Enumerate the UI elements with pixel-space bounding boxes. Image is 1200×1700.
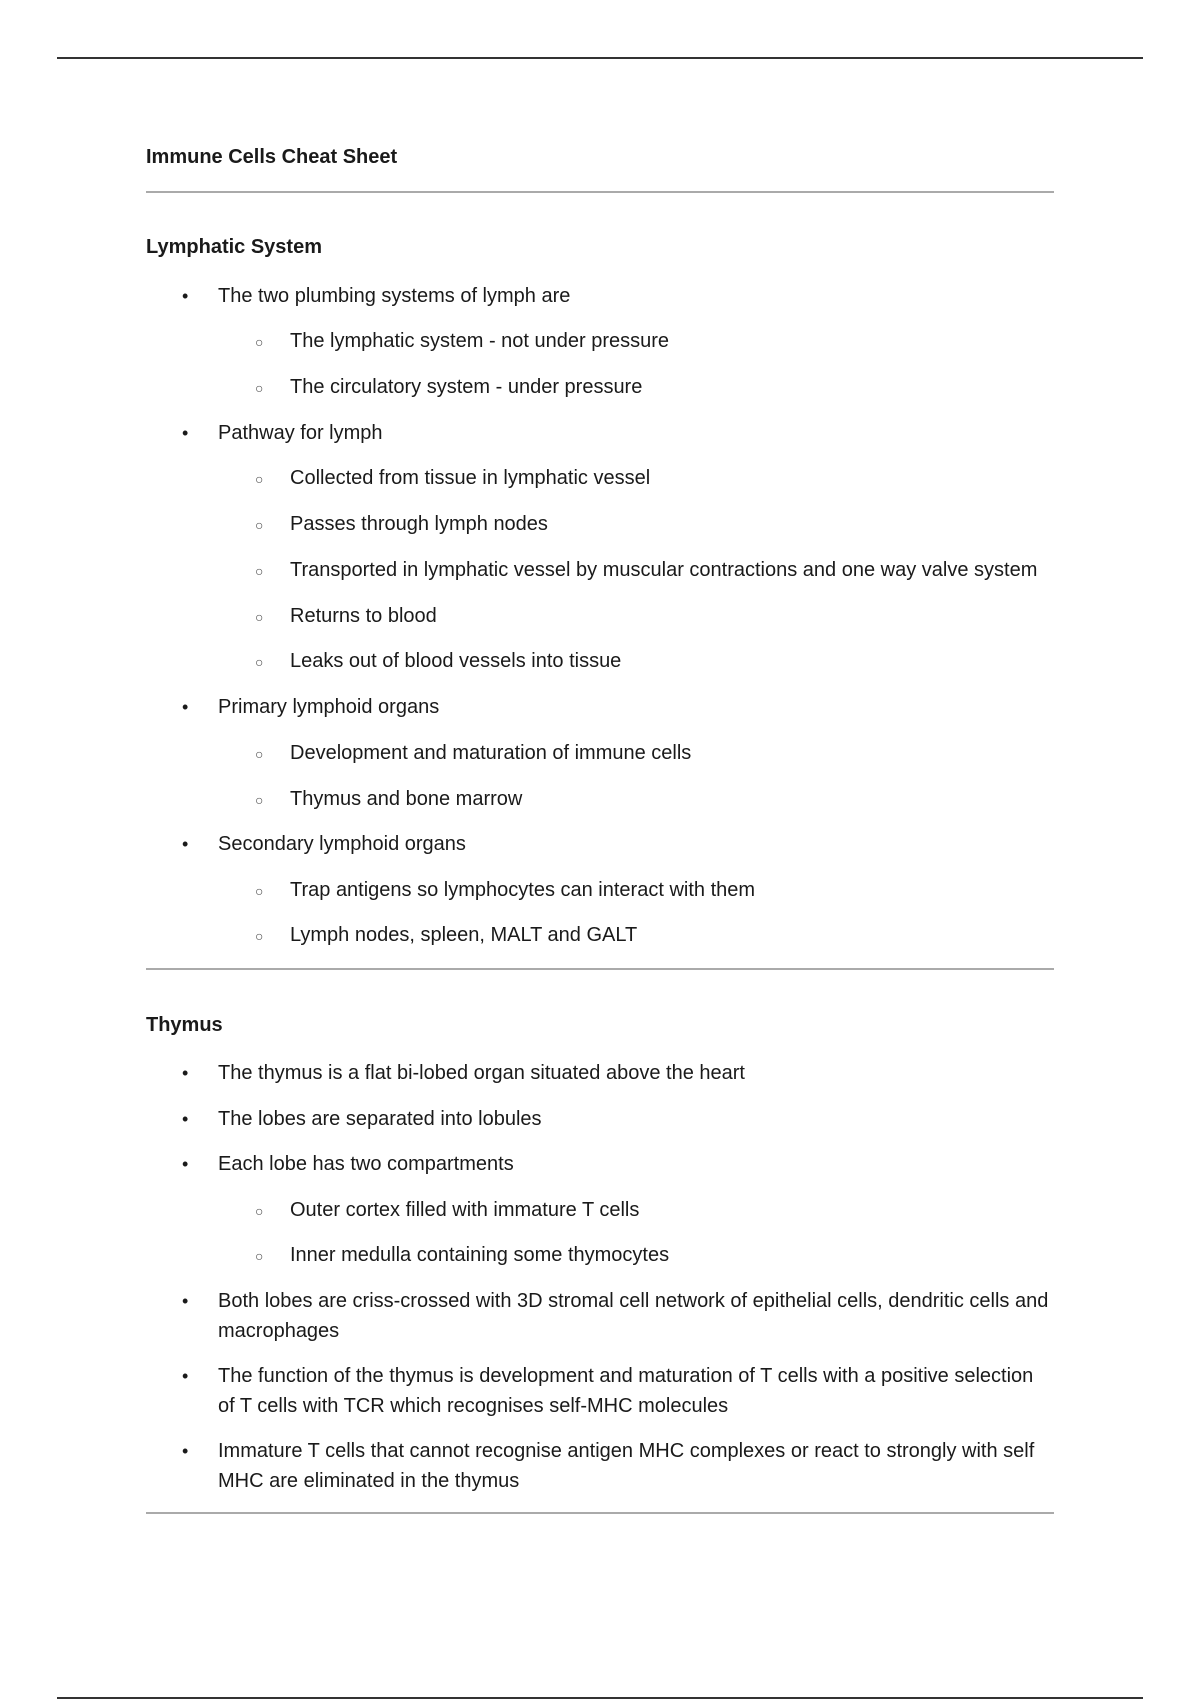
circle-bullet-icon: ○ xyxy=(255,517,264,533)
sub-list-item-text: Thymus and bone marrow xyxy=(290,788,523,810)
sub-list-item xyxy=(255,1240,1054,1270)
section-title-thymus: Thymus xyxy=(146,1014,223,1036)
circle-bullet-icon: ○ xyxy=(255,792,264,808)
page-top-rule xyxy=(57,57,1143,59)
sub-list-item-text: Outer cortex filled with immature T cells xyxy=(290,1199,640,1221)
sub-list-item xyxy=(255,509,1054,539)
list-item xyxy=(182,1104,1054,1134)
section-divider xyxy=(146,1512,1054,1514)
sub-list-item-text: Development and maturation of immune cells xyxy=(290,742,692,764)
list-item xyxy=(182,1058,1054,1088)
list-item xyxy=(182,692,1054,722)
list-item-text: Both lobes are criss-crossed with 3D stromal cell network of epithelial cells, dendritic cells and macrophages xyxy=(218,1290,1049,1342)
circle-bullet-icon: ○ xyxy=(255,471,264,487)
bullet-icon: • xyxy=(182,423,189,443)
circle-bullet-icon: ○ xyxy=(255,654,264,670)
list-item xyxy=(182,1436,1054,1496)
list-item xyxy=(182,1149,1054,1179)
list-item-text: Secondary lymphoid organs xyxy=(218,833,466,855)
title-divider xyxy=(146,191,1054,193)
sub-list-item xyxy=(255,601,1054,631)
sub-list-item xyxy=(255,875,1054,905)
bullet-icon: • xyxy=(182,1063,189,1083)
list-item-text: Primary lymphoid organs xyxy=(218,696,440,718)
list-item xyxy=(182,1286,1054,1346)
sub-list-item-text: The lymphatic system - not under pressure xyxy=(290,330,670,352)
bullet-icon: • xyxy=(182,286,189,306)
circle-bullet-icon: ○ xyxy=(255,1248,264,1264)
sub-list-item-text: The circulatory system - under pressure xyxy=(290,376,643,398)
sub-list-item xyxy=(255,463,1054,493)
list-item-text: Immature T cells that cannot recognise antigen MHC complexes or react to strongly with self MHC are eliminated in the thymus xyxy=(218,1440,1035,1492)
sub-list-item-text: Returns to blood xyxy=(290,605,437,627)
bullet-icon: • xyxy=(182,1109,189,1129)
list-item xyxy=(182,1361,1054,1421)
circle-bullet-icon: ○ xyxy=(255,563,264,579)
sub-list-item xyxy=(255,646,1054,676)
list-item xyxy=(182,418,1054,448)
list-item-text: Pathway for lymph xyxy=(218,422,383,444)
sub-list-item xyxy=(255,784,1054,814)
sub-list-item-text: Inner medulla containing some thymocytes xyxy=(290,1244,670,1266)
list-item-text: The two plumbing systems of lymph are xyxy=(218,285,571,307)
sub-list-item xyxy=(255,1195,1054,1225)
section-divider xyxy=(146,968,1054,970)
sub-list-item-text: Lymph nodes, spleen, MALT and GALT xyxy=(290,924,638,946)
circle-bullet-icon: ○ xyxy=(255,746,264,762)
list-item-text: The function of the thymus is development and maturation of T cells with a positive selection of T cells with TCR which recognises self-MHC molecules xyxy=(218,1365,1034,1417)
bullet-icon: • xyxy=(182,697,189,717)
circle-bullet-icon: ○ xyxy=(255,928,264,944)
bullet-icon: • xyxy=(182,1366,189,1386)
page-bottom-rule xyxy=(57,1697,1143,1699)
section-title-lymphatic-system: Lymphatic System xyxy=(146,236,322,258)
bullet-icon: • xyxy=(182,1291,189,1311)
sub-list-item-text: Passes through lymph nodes xyxy=(290,513,548,535)
sub-list-item xyxy=(255,372,1054,402)
bullet-icon: • xyxy=(182,1441,189,1461)
sub-list-item xyxy=(255,326,1054,356)
sub-list-item xyxy=(255,920,1054,950)
circle-bullet-icon: ○ xyxy=(255,609,264,625)
document-title: Immune Cells Cheat Sheet xyxy=(146,146,398,168)
list-item-text: Each lobe has two compartments xyxy=(218,1153,514,1175)
sub-list-item xyxy=(255,555,1054,585)
sub-list-item-text: Trap antigens so lymphocytes can interact with them xyxy=(290,879,756,901)
sub-list-item-text: Leaks out of blood vessels into tissue xyxy=(290,650,622,672)
sub-list-item-text: Collected from tissue in lymphatic vessel xyxy=(290,467,651,489)
sub-list-item-text: Transported in lymphatic vessel by muscular contractions and one way valve system xyxy=(290,559,1038,581)
circle-bullet-icon: ○ xyxy=(255,883,264,899)
circle-bullet-icon: ○ xyxy=(255,1203,264,1219)
list-item-text: The lobes are separated into lobules xyxy=(218,1108,542,1130)
circle-bullet-icon: ○ xyxy=(255,334,264,350)
circle-bullet-icon: ○ xyxy=(255,380,264,396)
list-item-text: The thymus is a flat bi-lobed organ situated above the heart xyxy=(218,1062,745,1084)
bullet-icon: • xyxy=(182,834,189,854)
bullet-icon: • xyxy=(182,1154,189,1174)
list-item xyxy=(182,829,1054,859)
list-item xyxy=(182,281,1054,311)
sub-list-item xyxy=(255,738,1054,768)
